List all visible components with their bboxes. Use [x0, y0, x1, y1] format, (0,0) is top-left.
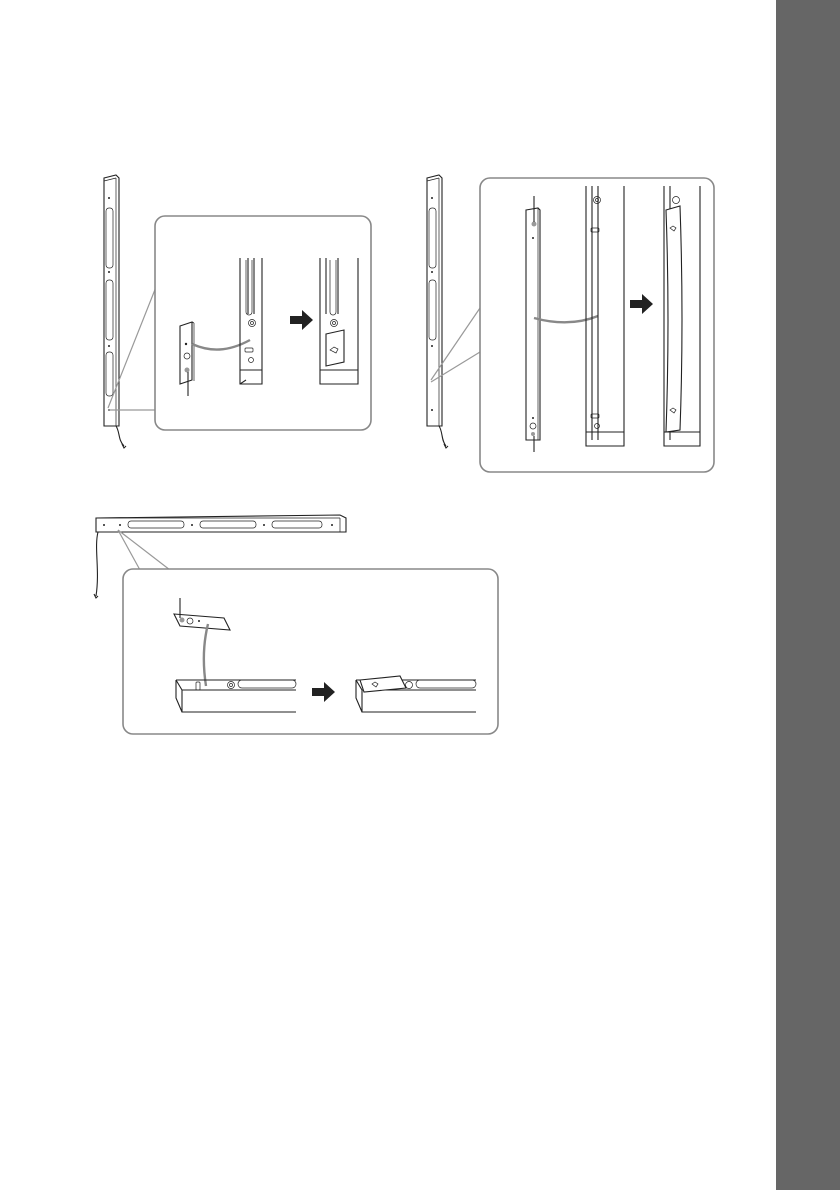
figure-2-speaker — [427, 175, 448, 448]
figure-3 — [94, 515, 498, 734]
figure-1-speaker — [104, 175, 126, 448]
figure-2 — [427, 175, 714, 472]
figure-3-callout — [123, 569, 498, 734]
figure-2-cover-piece — [526, 196, 540, 452]
figure-1 — [104, 175, 371, 448]
